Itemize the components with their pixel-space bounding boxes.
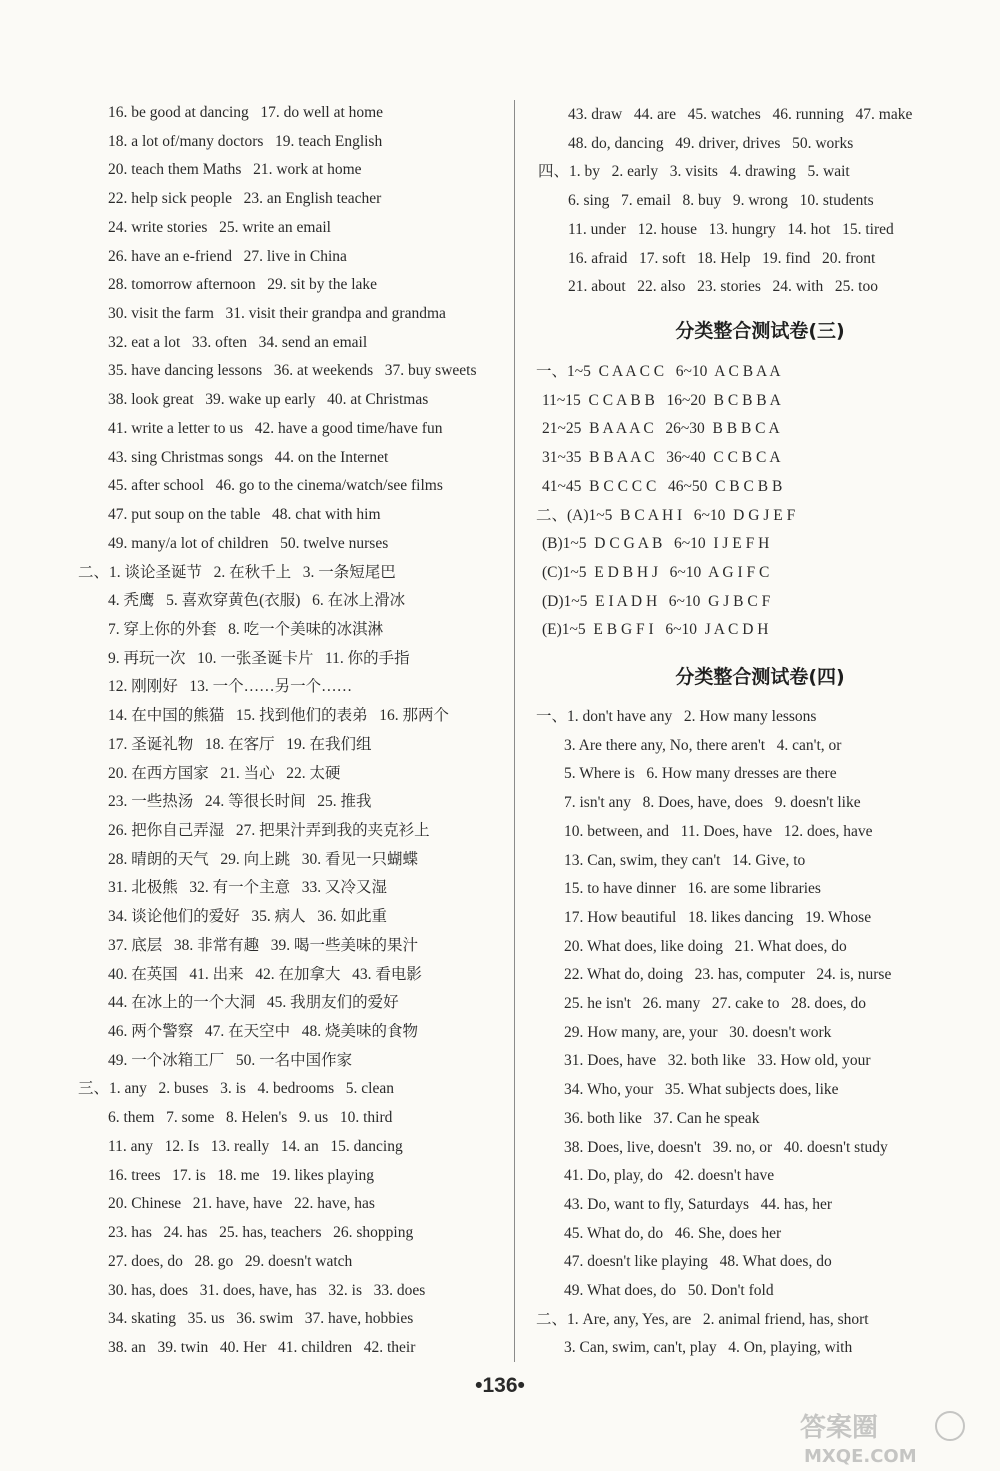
answer-line: 13. Can, swim, they can't 14. Give, to bbox=[564, 851, 806, 869]
answer-line: 18. a lot of/many doctors 19. teach English bbox=[108, 132, 383, 150]
answer-line: 28. 晴朗的天气 29. 向上跳 30. 看见一只蝴蝶 bbox=[108, 850, 419, 868]
section-heading-test-4: 分类整合测试卷(四) bbox=[675, 666, 845, 688]
answer-line: 26. have an e-friend 27. live in China bbox=[108, 247, 347, 265]
answer-line: 二、1. 谈论圣诞节 2. 在秋千上 3. 一条短尾巴 bbox=[78, 563, 396, 581]
answer-line: 20. teach them Maths 21. work at home bbox=[108, 161, 362, 179]
answer-line: 四、1. by 2. early 3. visits 4. drawing 5. wait bbox=[538, 163, 850, 181]
answer-line: 6. sing 7. email 8. buy 9. wrong 10. students bbox=[568, 192, 874, 210]
answer-line: 34. skating 35. us 36. swim 37. have, hobbies bbox=[108, 1310, 414, 1328]
answer-line: 21. about 22. also 23. stories 24. with 25. too bbox=[568, 278, 878, 296]
answer-line: 7. isn't any 8. Does, have, does 9. doesn't like bbox=[564, 794, 861, 812]
answer-line: 3. Can, swim, can't, play 4. On, playing, with bbox=[564, 1339, 853, 1357]
answer-line: 47. put soup on the table 48. chat with him bbox=[108, 506, 381, 524]
page-number: •136• bbox=[475, 1374, 525, 1397]
answer-line: 17. How beautiful 18. likes dancing 19. Whose bbox=[564, 908, 872, 926]
answer-line: 22. help sick people 23. an English teacher bbox=[108, 190, 382, 208]
answer-line: 12. 刚刚好 13. 一个……另一个…… bbox=[108, 678, 353, 696]
answer-line: (E)1~5 E B G F I 6~10 J A C D H bbox=[542, 621, 769, 639]
answer-line: 44. 在冰上的一个大洞 45. 我朋友们的爱好 bbox=[108, 994, 399, 1012]
answer-line: 38. an 39. twin 40. Her 41. children 42. their bbox=[108, 1338, 416, 1356]
answer-line: 三、1. any 2. buses 3. is 4. bedrooms 5. clean bbox=[78, 1080, 394, 1098]
answer-line: 11. under 12. house 13. hungry 14. hot 15. tired bbox=[568, 220, 894, 238]
answer-line: 4. 秃鹰 5. 喜欢穿黄色(衣服) 6. 在冰上滑冰 bbox=[108, 592, 406, 610]
answer-line: 43. draw 44. are 45. watches 46. running 47. make bbox=[568, 106, 913, 123]
answer-line: (B)1~5 D C G A B 6~10 I J E F H bbox=[542, 535, 770, 553]
answer-line: 46. 两个警察 47. 在天空中 48. 烧美味的食物 bbox=[108, 1023, 419, 1041]
answer-line: 16. afraid 17. soft 18. Help 19. find 20. front bbox=[568, 249, 876, 267]
answer-line: 15. to have dinner 16. are some libraries bbox=[564, 880, 821, 898]
answer-line: (C)1~5 E D B H J 6~10 A G I F C bbox=[542, 563, 770, 581]
answer-line: 14. 在中国的熊猫 15. 找到他们的表弟 16. 那两个 bbox=[108, 707, 450, 725]
answer-line: 41~45 B C C C C 46~50 C B C B B bbox=[542, 477, 783, 495]
answer-line: 36. both like 37. Can he speak bbox=[564, 1109, 760, 1127]
answer-line: 3. Are there any, No, there aren't 4. can't, or bbox=[564, 736, 842, 754]
answer-line: 10. between, and 11. Does, have 12. does, have bbox=[564, 822, 873, 840]
answer-line: 34. Who, your 35. What subjects does, like bbox=[564, 1081, 839, 1099]
answer-line: 43. Do, want to fly, Saturdays 44. has, her bbox=[564, 1195, 833, 1213]
answer-line: 45. What do, do 46. She, does her bbox=[564, 1224, 782, 1242]
answer-line: 45. after school 46. go to the cinema/watch/see films bbox=[108, 477, 443, 495]
answer-line: 30. visit the farm 31. visit their grandpa and grandma bbox=[108, 305, 446, 323]
answer-line: 22. What do, doing 23. has, computer 24. is, nurse bbox=[564, 966, 892, 984]
answer-line: 31. 北极熊 32. 有一个主意 33. 又冷又湿 bbox=[108, 879, 388, 897]
answer-line: 49. many/a lot of children 50. twelve nurses bbox=[108, 534, 389, 552]
answer-line: 11~15 C C A B B 16~20 B C B B A bbox=[542, 391, 781, 409]
answer-line: 25. he isn't 26. many 27. cake to 28. does, do bbox=[564, 995, 866, 1012]
answer-line: 49. What does, do 50. Don't fold bbox=[564, 1282, 774, 1299]
answer-line: 一、1~5 C A A C C 6~10 A C B A A bbox=[536, 363, 781, 380]
answer-line: 二、(A)1~5 B C A H I 6~10 D G J E F bbox=[536, 506, 796, 524]
answer-line: 16. be good at dancing 17. do well at home bbox=[108, 104, 384, 121]
answer-line: 11. any 12. Is 13. really 14. an 15. dancing bbox=[108, 1137, 403, 1155]
answer-line: 16. trees 17. is 18. me 19. likes playing bbox=[108, 1166, 375, 1184]
answer-line: 23. has 24. has 25. has, teachers 26. shopping bbox=[108, 1224, 414, 1242]
answer-line: 29. How many, are, your 30. doesn't work bbox=[564, 1023, 832, 1041]
answer-line: 32. eat a lot 33. often 34. send an email bbox=[108, 333, 368, 351]
answer-line: 24. write stories 25. write an email bbox=[108, 218, 331, 236]
answer-line: 17. 圣诞礼物 18. 在客厅 19. 在我们组 bbox=[108, 735, 372, 753]
answer-line: 41. write a letter to us 42. have a good time/have fun bbox=[108, 419, 443, 437]
answer-line: 34. 谈论他们的爱好 35. 病人 36. 如此重 bbox=[108, 908, 388, 926]
answer-line: 20. 在西方国家 21. 当心 22. 太硬 bbox=[108, 764, 341, 782]
answer-line: 28. tomorrow afternoon 29. sit by the lake bbox=[108, 276, 378, 294]
answer-line: 26. 把你自己弄湿 27. 把果汁弄到我的夹克衫上 bbox=[108, 822, 430, 839]
answer-line: 43. sing Christmas songs 44. on the Internet bbox=[108, 448, 389, 466]
answer-line: 9. 再玩一次 10. 一张圣诞卡片 11. 你的手指 bbox=[108, 649, 410, 667]
answer-line: 30. has, does 31. does, have, has 32. is 33. does bbox=[108, 1281, 426, 1299]
answer-line: 23. 一些热汤 24. 等很长时间 25. 推我 bbox=[108, 793, 372, 811]
answer-line: 35. have dancing lessons 36. at weekends 37. buy sweets bbox=[108, 362, 477, 380]
answer-line: 20. What does, like doing 21. What does, do bbox=[564, 937, 847, 955]
answer-line: 27. does, do 28. go 29. doesn't watch bbox=[108, 1252, 353, 1270]
answer-line: 37. 底层 38. 非常有趣 39. 喝一些美味的果汁 bbox=[108, 936, 419, 954]
answer-line: 49. 一个冰箱工厂 50. 一名中国作家 bbox=[108, 1051, 353, 1069]
answer-line: 31. Does, have 32. both like 33. How old, your bbox=[564, 1052, 871, 1070]
answer-line: 41. Do, play, do 42. doesn't have bbox=[564, 1167, 775, 1185]
answer-line: 二、1. Are, any, Yes, are 2. animal friend, has, short bbox=[536, 1310, 869, 1328]
answer-line: 20. Chinese 21. have, have 22. have, has bbox=[108, 1195, 375, 1213]
answer-line: 21~25 B A A A C 26~30 B B B C A bbox=[542, 420, 780, 438]
answer-line: 5. Where is 6. How many dresses are there bbox=[564, 765, 837, 783]
answer-line: 6. them 7. some 8. Helen's 9. us 10. third bbox=[108, 1109, 393, 1127]
answer-line: 40. 在英国 41. 出来 42. 在加拿大 43. 看电影 bbox=[108, 965, 422, 983]
watermark-logo bbox=[800, 1408, 985, 1466]
answer-line: 一、1. don't have any 2. How many lessons bbox=[536, 708, 817, 725]
answer-line: 47. doesn't like playing 48. What does, do bbox=[564, 1253, 832, 1271]
answer-line: 31~35 B B A A C 36~40 C C B C A bbox=[542, 449, 781, 467]
answer-line: 38. look great 39. wake up early 40. at Christmas bbox=[108, 391, 429, 409]
answer-line: 48. do, dancing 49. driver, drives 50. works bbox=[568, 134, 854, 152]
section-heading-test-3: 分类整合测试卷(三) bbox=[675, 320, 845, 342]
answer-line: (D)1~5 E I A D H 6~10 G J B C F bbox=[542, 592, 771, 610]
column-divider bbox=[514, 100, 515, 1362]
watermark-top-text: 答案圈 bbox=[800, 1413, 879, 1443]
answer-line: 38. Does, live, doesn't 39. no, or 40. doesn't study bbox=[564, 1138, 888, 1156]
watermark-bottom-text: MXQE.COM bbox=[804, 1446, 917, 1466]
answer-line: 7. 穿上你的外套 8. 吃一个美味的冰淇淋 bbox=[108, 620, 384, 638]
